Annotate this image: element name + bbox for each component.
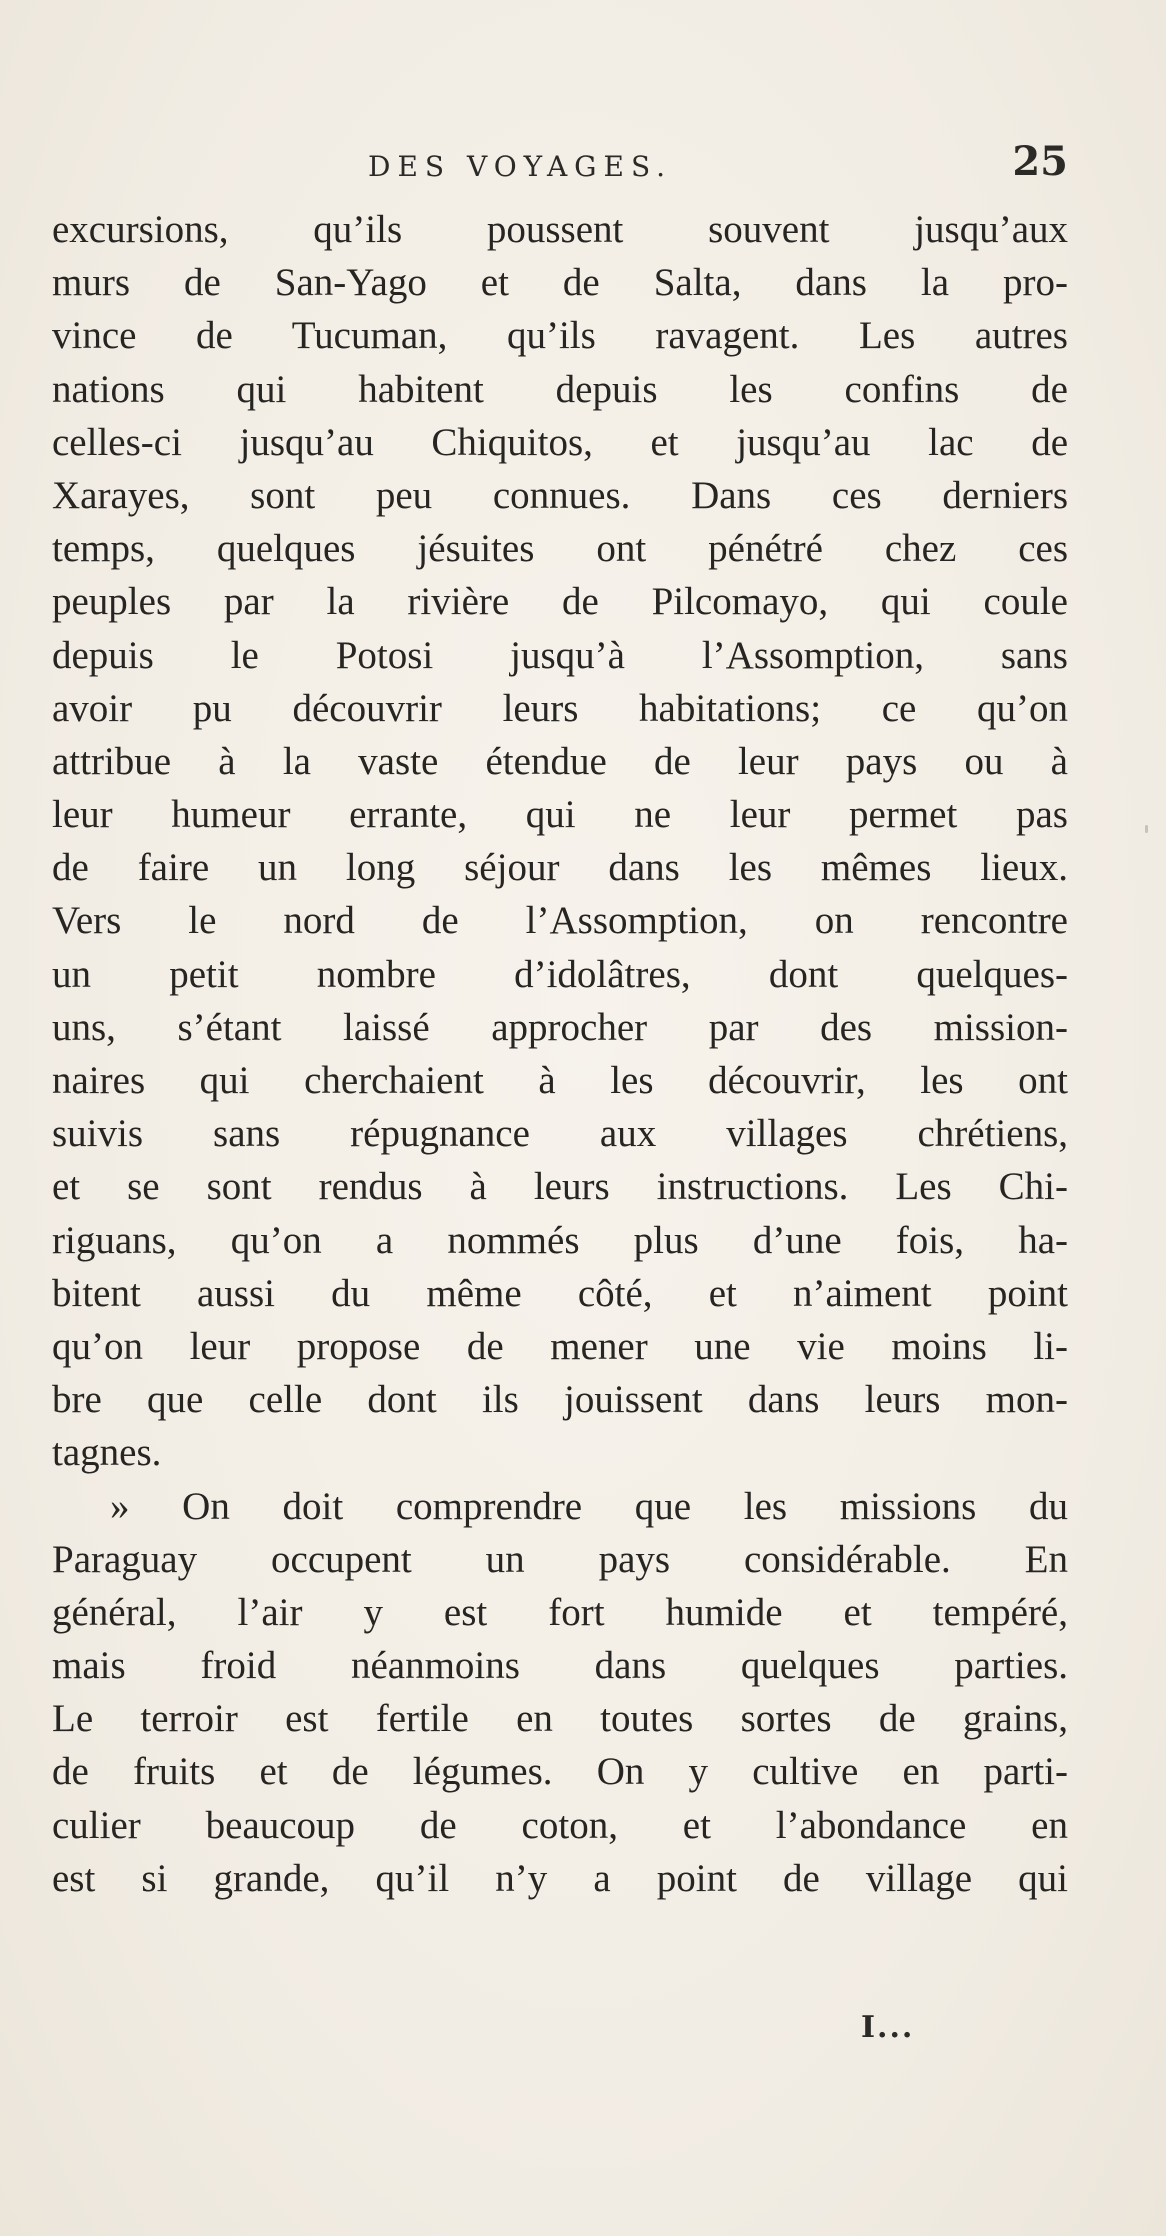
text-line: tagnes. [52, 1431, 162, 1475]
text-line: et se sont rendus à leurs instructions. Les Chi- [52, 1165, 1068, 1209]
text-line: de fruits et de légumes. On y cultive en parti- [52, 1750, 1068, 1794]
text-line: général, l’air y est fort humide et tempéré, [52, 1590, 1068, 1634]
text-line: peuples par la rivière de Pilcomayo, qui coule [52, 580, 1068, 624]
text-line: attribue à la vaste étendue de leur pays ou à [52, 739, 1068, 783]
text-line: suivis sans répugnance aux villages chrétiens, [52, 1112, 1068, 1156]
text-line: culier beaucoup de coton, et l’abondance en [52, 1803, 1068, 1847]
text-line: bre que celle dont ils jouissent dans leurs mon- [52, 1378, 1068, 1422]
text-line: Le terroir est fertile en toutes sortes de grains, [52, 1697, 1068, 1741]
text-line: bitent aussi du même côté, et n’aiment point [52, 1271, 1068, 1315]
page-number: 25 [1012, 138, 1068, 185]
catchword: I... [861, 2010, 915, 2045]
text-line: de faire un long séjour dans les mêmes lieux. [52, 846, 1068, 890]
text-line: est si grande, qu’il n’y a point de village qui [52, 1856, 1068, 1900]
text-line: leur humeur errante, qui ne leur permet pas [52, 793, 1068, 837]
page-header [52, 138, 1068, 198]
text-line: avoir pu découvrir leurs habitations; ce qu’on [52, 686, 1068, 730]
paper-speck [1145, 825, 1148, 833]
text-line: uns, s’étant laissé approcher par des mission- [52, 1005, 1068, 1049]
text-line: vince de Tucuman, qu’ils ravagent. Les autres [52, 314, 1068, 358]
text-line: nations qui habitent depuis les confins de [52, 367, 1068, 411]
body-text [52, 203, 1068, 1905]
text-line: qu’on leur propose de mener une vie moins li- [52, 1324, 1068, 1368]
text-line: un petit nombre d’idolâtres, dont quelques- [52, 952, 1068, 996]
text-line: celles-ci jusqu’au Chiquitos, et jusqu’au lac de [52, 420, 1068, 464]
text-line: Vers le nord de l’Assomption, on rencontre [52, 899, 1068, 943]
text-line: temps, quelques jésuites ont pénétré chez ces [52, 527, 1068, 571]
text-line: Paraguay occupent un pays considérable. En [52, 1537, 1068, 1581]
text-line: naires qui cherchaient à les découvrir, les ont [52, 1059, 1068, 1102]
text-line: riguans, qu’on a nommés plus d’une fois, ha- [52, 1218, 1068, 1262]
text-line: excursions, qu’ils poussent souvent jusqu’aux [52, 208, 1068, 251]
text-line: Xarayes, sont peu connues. Dans ces derniers [52, 473, 1068, 517]
text-line: murs de San-Yago et de Salta, dans la pro- [52, 261, 1068, 305]
text-line: mais froid néanmoins dans quelques parties. [52, 1644, 1068, 1688]
text-line: » On doit comprendre que les missions du [110, 1484, 1068, 1528]
running-head: DES VOYAGES. [368, 150, 673, 183]
text-line: depuis le Potosi jusqu’à l’Assomption, sans [52, 633, 1068, 677]
